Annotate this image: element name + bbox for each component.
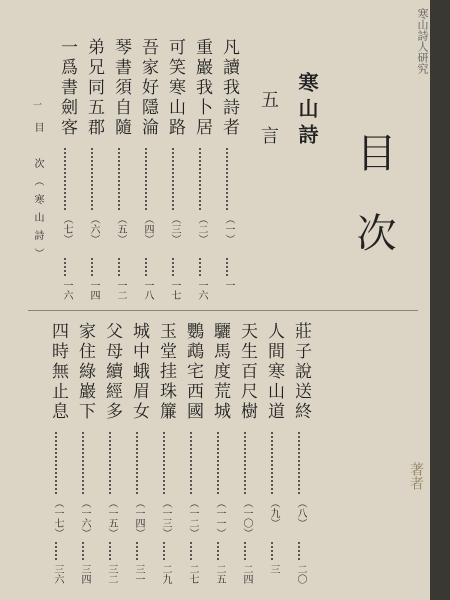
toc-entry-page: 二〇 (295, 564, 306, 584)
toc-entry-page: 二五 (214, 564, 225, 584)
toc-entry-title: 可笑寒山路 (165, 38, 185, 138)
leader-dots (226, 258, 228, 276)
leader-dots (109, 432, 111, 494)
leader-dots (244, 432, 246, 494)
toc-entry-number: （一五） (106, 498, 117, 538)
toc-entry-number: （一〇） (241, 498, 252, 538)
toc-entry-title: 琴書須自隨 (111, 38, 131, 138)
toc-entry-page: 一七 (169, 280, 180, 300)
toc-entry-title: 莊子說送終 (291, 322, 311, 422)
toc-entry-number: （五） (115, 214, 126, 244)
toc-entry-number: （八） (295, 498, 306, 528)
collection-title: 寒山詩 (295, 72, 319, 150)
leader-dots (271, 542, 273, 560)
toc-entry-page: 三 (268, 564, 279, 574)
toc-entry-number: （四） (142, 214, 153, 244)
toc-entry-page: 一二 (115, 280, 126, 300)
leader-dots (64, 258, 66, 276)
toc-entry-page: 三四 (79, 564, 90, 584)
leader-dots (118, 148, 120, 210)
leader-dots (172, 148, 174, 210)
leader-dots (163, 432, 165, 494)
toc-entry-title: 父母續經多 (102, 322, 122, 422)
leader-dots (136, 432, 138, 494)
toc-entry-page: 三二 (106, 564, 117, 584)
toc-entry-title: 弟兄同五郡 (84, 38, 104, 138)
toc-entry-title: 玉堂挂珠簾 (156, 322, 176, 422)
toc-entry-number: （一四） (133, 498, 144, 538)
leader-dots (145, 148, 147, 210)
toc-entry-page: 三六 (52, 564, 63, 584)
toc-entry-title: 人間寒山道 (264, 322, 284, 422)
leader-dots (91, 258, 93, 276)
toc-entry-title: 家住綠巖下 (75, 322, 95, 422)
leader-dots (145, 258, 147, 276)
toc-entry-page: 一八 (142, 280, 153, 300)
leader-dots (91, 148, 93, 210)
leader-dots (118, 258, 120, 276)
toc-entry-page: 一六 (196, 280, 207, 300)
toc-entry-title: 鸚鵡宅西國 (183, 322, 203, 422)
bleed-through-text: 寒山詩人研究 (416, 8, 429, 74)
leader-dots (55, 432, 57, 494)
section-divider (28, 310, 418, 311)
leader-dots (217, 542, 219, 560)
toc-entry-title: 四時無止息 (48, 322, 68, 422)
toc-entry-number: （一六） (79, 498, 90, 538)
toc-entry-page: 一六 (61, 280, 72, 300)
leader-dots (298, 542, 300, 560)
page-edge (430, 0, 450, 600)
leader-dots (271, 432, 273, 494)
toc-entry-title: 吾家好隱淪 (138, 38, 158, 138)
toc-entry-title: 凡讀我詩者 (219, 38, 239, 138)
toc-entry-number: （一） (223, 214, 234, 244)
toc-entry-number: （三） (169, 214, 180, 244)
page-number: 一 (31, 100, 41, 109)
leader-dots (64, 148, 66, 210)
leader-dots (82, 542, 84, 560)
leader-dots (82, 432, 84, 494)
section-heading: 五言 (258, 90, 279, 162)
toc-entry-number: （七） (61, 214, 72, 244)
page-title: 目 次 (350, 132, 396, 252)
leader-dots (244, 542, 246, 560)
toc-entry-number: （九） (268, 498, 279, 528)
leader-dots (109, 542, 111, 560)
author-stamp: 著者 (408, 462, 424, 490)
leader-dots (163, 542, 165, 560)
toc-entry-number: （一一） (214, 498, 225, 538)
leader-dots (190, 542, 192, 560)
toc-entry-page: 二九 (160, 564, 171, 584)
leader-dots (190, 432, 192, 494)
leader-dots (136, 542, 138, 560)
toc-entry-number: （二） (196, 214, 207, 244)
toc-entry-title: 城中蛾眉女 (129, 322, 149, 422)
toc-entry-page: 三一 (133, 564, 144, 584)
leader-dots (226, 148, 228, 210)
running-head: 目 次（寒山詩） (32, 122, 43, 266)
toc-entry-page: 二七 (187, 564, 198, 584)
toc-entry-title: 重巖我卜居 (192, 38, 212, 138)
toc-entry-title: 一爲書劍客 (57, 38, 77, 138)
leader-dots (55, 542, 57, 560)
toc-entry-page: 一四 (88, 280, 99, 300)
toc-entry-number: （一七） (52, 498, 63, 538)
leader-dots (298, 432, 300, 494)
leader-dots (217, 432, 219, 494)
toc-entry-number: （一二） (187, 498, 198, 538)
toc-entry-title: 驪馬度荒城 (210, 322, 230, 422)
toc-entry-number: （六） (88, 214, 99, 244)
leader-dots (199, 148, 201, 210)
toc-entry-title: 天生百尺樹 (237, 322, 257, 422)
leader-dots (172, 258, 174, 276)
toc-entry-page: 二四 (241, 564, 252, 584)
toc-entry-page: 一 (223, 280, 234, 290)
toc-entry-number: （一三） (160, 498, 171, 538)
leader-dots (199, 258, 201, 276)
